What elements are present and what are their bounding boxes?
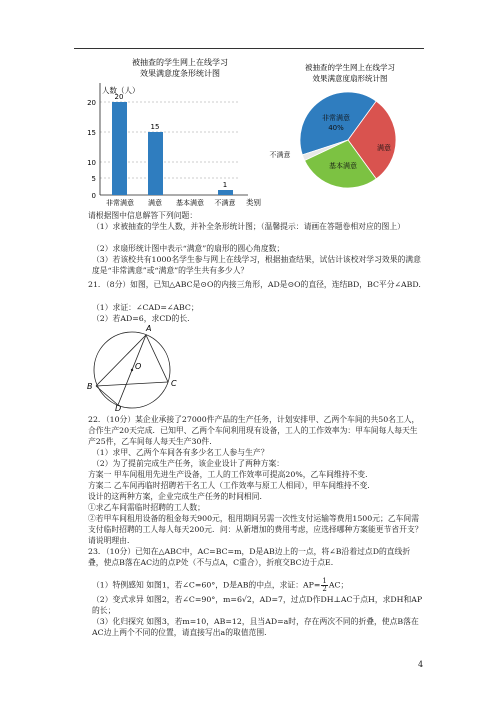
q23-part2: （2）变式求异 如图2，若∠C=90°，m=6√2，AD=7，过点D作DH⊥AC于点H，求DH和AP的长； [92,595,423,615]
q22-sub2: ②若甲车间租用设备的租金每天900元，租用期间另需一次性支付运输等费用1500元；乙车间需支付临时招聘的工人每人每天200元．问：从新增加的费用考虑，应选择哪种方案能更节省开支？请说明理由． [88,514,423,545]
q23-part1 [92,578,348,593]
pie-label-unsat: 不满意 [269,151,291,159]
y-tick: 5 [91,175,96,183]
x-tick-very-satisfied: 非常满意 [106,199,134,207]
label-d: D [115,404,122,412]
q22-part2: （2）为了提前完成生产任务，该企业设计了两种方案： [92,459,285,468]
y-tick: 10 [87,159,96,167]
segment-ac [146,335,168,382]
label-a: A [146,324,152,333]
x-axis-label: 类别 [246,198,261,207]
bar-very-satisfied [112,102,127,195]
circle-figure [86,320,196,412]
q21-part1: （1）求证：∠CAD=∠ABC； [92,303,199,312]
bar-chart-title-1: 被抽查的学生网上在线学习 [132,58,228,67]
q20-part2: （2）求扇形统计图中表示“满意”的扇形的圆心角度数； [92,244,285,253]
fraction-denominator: 2 [322,585,327,593]
fraction-numerator: 1 [322,577,327,585]
bar-chart-title-2: 效果满意度条形统计图 [140,69,220,78]
q22-note: 设计的这两种方案，企业完成生产任务的时间相同． [88,492,268,501]
page-number: 4 [418,660,424,669]
q20-intro: 请根据图中信息解答下列问题： [88,211,198,220]
pie-label-very-pct: 40% [328,124,344,132]
x-tick-basic: 基本满意 [176,199,204,207]
pie-chart-title-2: 效果满意度扇形统计图 [312,74,388,83]
x-tick-satisfied: 满意 [148,199,162,207]
q22-part1: （1）求甲、乙两个车间各有多少名工人参与生产？ [92,448,269,457]
x-tick-unsatisfied: 不满意 [214,199,236,207]
pie-chart [268,58,433,208]
fraction-half [321,578,327,593]
y-tick: 20 [87,99,96,107]
y-axis-label: 人数（人） [102,86,140,95]
segment-bd [96,386,118,405]
label-b: B [87,382,93,391]
q23-part1-text: （1）特例感知 如图1，若∠C=60°，D是AB的中点，求证：AP= [92,580,321,590]
y-tick: 0 [91,192,96,200]
y-tick: 15 [87,129,96,137]
segment-bc [96,382,168,386]
q23-part1-tail: AC； [328,580,349,590]
q23-part3: （3）化归探究 如图3，若m=10，AB=12，且当AD=a时，存在两次不同的折叠，使点B落在AC边上两个不同的位置，请直接写出a的取值范围． [92,617,419,637]
bar-satisfied [148,132,163,195]
center-point [131,369,133,371]
bar-label-20: 20 [114,93,124,101]
pie-label-basic: 基本满意 [329,162,357,170]
q23-stem: 23．（10分）已知在△ABC中，AC=BC=m，D是AB边上的一点，将∠B沿着过点D的直线折叠，使点B落在AC边的点P处（不与点A，C重合），折痕交BC边于点E． [88,547,411,567]
q22-plan-a: 方案一 甲车间租用先进生产设备，工人的工作效率可提高20%，乙车间维持不变． [88,470,373,479]
pie-label-satisfied: 满意 [377,144,391,152]
q22-plan-b: 方案二 乙车间再临时招聘若干名工人（工作效率与原工人相同），甲车间维持不变． [88,481,376,490]
label-o: O [135,362,142,371]
q20-part3: （3）若该校共有1000名学生参与网上在线学习，根据抽查结果，试估计该校对学习效果的满意度是“非常满意”或“满意”的学生共有多少人？ [92,255,421,275]
pie-label-very: 非常满意 [322,114,350,122]
label-c: C [171,379,177,388]
bar-label-15: 15 [150,123,160,131]
bar-chart [80,55,275,215]
header-rule [74,48,424,49]
q20-part1: （1）求被抽查的学生人数，并补全条形统计图；（温馨提示：请画在答题卷相对应的图上） [92,222,405,231]
pie-chart-title-1: 被抽查的学生网上在线学习 [305,63,395,72]
q22-sub1: ①求乙车间需临时招聘的工人数； [88,503,205,512]
q21-stem: 21．（8分）如图，已知△ABC是⊙O的内接三角形，AD是⊙O的直径，连结BD，BC平分∠ABD. [88,280,421,289]
q22-stem: 22．（10分）某企业承接了27000件产品的生产任务，计划安排甲、乙两个车间的共50名工人，合作生产20天完成．已知甲、乙两个车间利用现有设备，工人的工作效率为：甲车间每人每天生产25件，乙车间每人每天生产30件． [88,415,420,446]
bar-unsatisfied [218,190,233,195]
segment-ab [96,335,146,386]
bar-label-1: 1 [222,181,228,189]
q21-part2: （2）若AD=6，求CD的长. [92,314,190,323]
